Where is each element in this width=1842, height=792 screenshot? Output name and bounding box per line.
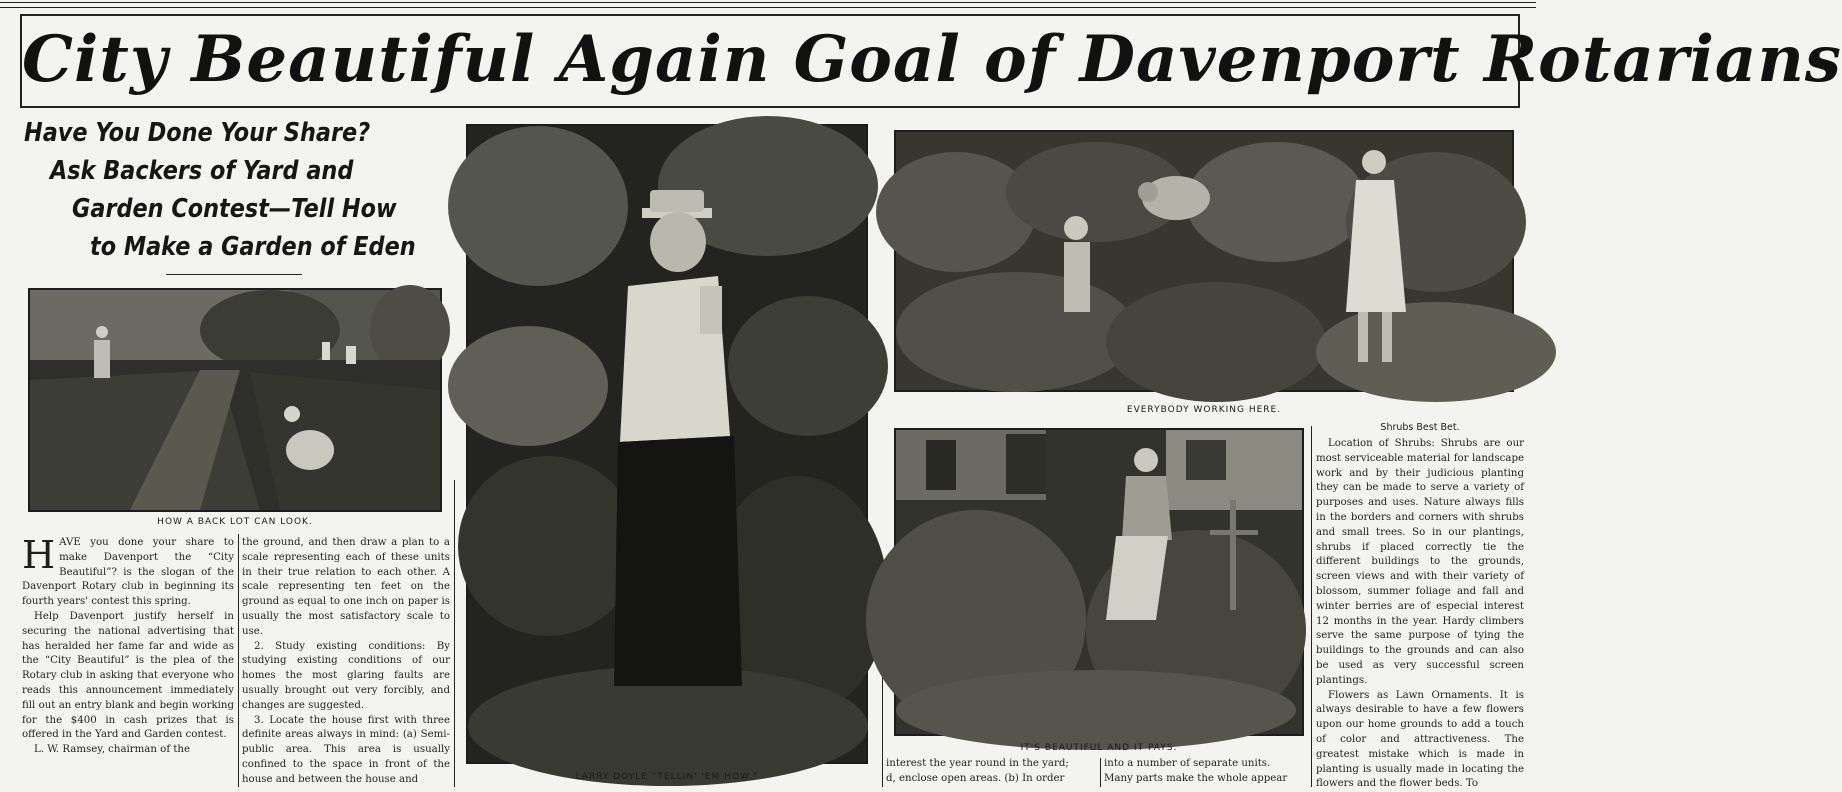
column-divider <box>454 480 455 787</box>
everybody-working-photo <box>894 130 1514 392</box>
article-column-3 <box>886 757 1098 787</box>
paragraph: Flowers as Lawn Ornaments. It is always desirable to have a few flowers upon our home grounds to add a touch of color and attractiveness. The greatest mistake which is made in planting is usually made in locating the flowers and the flower beds. To <box>1316 689 1524 790</box>
top-rule <box>0 2 1536 3</box>
column-divider <box>1311 426 1312 787</box>
paragraph <box>22 533 234 610</box>
everybody-working-illustration <box>896 132 1512 390</box>
article-column-2 <box>242 536 450 787</box>
deck-line-4: to Make a Garden of Eden <box>90 232 416 262</box>
larry-doyle-photo <box>466 124 868 764</box>
paragraph: 2. Study existing conditions: By studying existing conditions of our homes the most glaring faults are usually brought out very forcibly, and changes are suggested. <box>242 640 450 711</box>
paragraph: Location of Shrubs: Shrubs are our most serviceable material for landscape work and by their judicious planting they can be made to serve a variety of purposes and uses. Nature always fills in the borders and corners with shrubs and small trees. So in our plantings, shrubs if placed correctly tie the different buildings to the grounds, screen views and with their variety of blossom, summer foliage and fall and winter berries are of especial interest 12 months in the year. Hardy climbers serve the same purpose of tying the buildings to the grounds and can also be used as very successful screen plantings. <box>1316 438 1524 686</box>
deck-line-2: Ask Backers of Yard and <box>50 156 354 186</box>
deck-line-1: Have You Done Your Share? <box>24 118 371 148</box>
headline-box <box>20 14 1842 108</box>
text-line: d, enclose open areas. (b) In order <box>886 772 1065 784</box>
deck-line-3: Garden Contest—Tell How <box>72 194 397 224</box>
deck-divider <box>166 274 302 275</box>
paragraph: Help Davenport justify herself in securing the national advertising that has heralded her fame far and wide as the “City Beautiful” is the plea of the Rotary club in asking that everyone who reads this announcement immediately fill out an entry blank and begin working for the $400 in cash prizes that is offered in the Yard and Garden contest. <box>22 610 234 741</box>
column-divider <box>1100 758 1101 787</box>
caption-beautiful: IT'S BEAUTIFUL AND IT PAYS. <box>1020 743 1178 753</box>
caption-back-lot: HOW A BACK LOT CAN LOOK. <box>157 517 313 527</box>
top-rule-2 <box>0 7 1536 8</box>
text-line: into a number of separate units. <box>1104 758 1271 769</box>
caption-working: EVERYBODY WORKING HERE. <box>1126 405 1282 415</box>
article-column-right <box>1316 437 1524 790</box>
paragraph: 3. Locate the house first with three definite areas always in mind: (a) Semi-public area. This area is usually confined to the space in front of the house and between the house and <box>242 714 450 785</box>
column-divider <box>882 664 883 787</box>
text-line: interest the year round in the yard; <box>886 758 1069 769</box>
drop-cap: H <box>22 533 56 577</box>
text-line: Many parts make the whole appear <box>1104 772 1288 784</box>
headline: City Beautiful Again Goal of Davenport Rotarians <box>22 22 1842 97</box>
back-lot-illustration <box>30 290 440 510</box>
larry-doyle-illustration <box>468 126 866 762</box>
paragraph: L. W. Ramsey, chairman of the <box>34 744 191 756</box>
article-column-4 <box>1104 757 1310 787</box>
paragraph-text: AVE you done your share to make Davenport the “City Beautiful”? is the slogan of the Davenport Rotary club in beginning its fourth years' contest this spring. <box>22 537 234 608</box>
back-lot-photo <box>28 288 442 512</box>
shrubs-subhead: Shrubs Best Bet. <box>1380 422 1460 433</box>
beautiful-pays-photo <box>894 428 1304 736</box>
column-divider <box>238 534 239 787</box>
article-column-1 <box>22 533 234 787</box>
beautiful-pays-illustration <box>896 430 1302 734</box>
paragraph: the ground, and then draw a plan to a scale representing each of these units in their true relation to each other. A scale representing ten feet on the ground as equal to one inch on paper is usually the most satisfactory scale to use. <box>242 537 450 637</box>
caption-larry: LARRY DOYLE “TELLIN' 'EM HOW.” <box>575 772 759 782</box>
